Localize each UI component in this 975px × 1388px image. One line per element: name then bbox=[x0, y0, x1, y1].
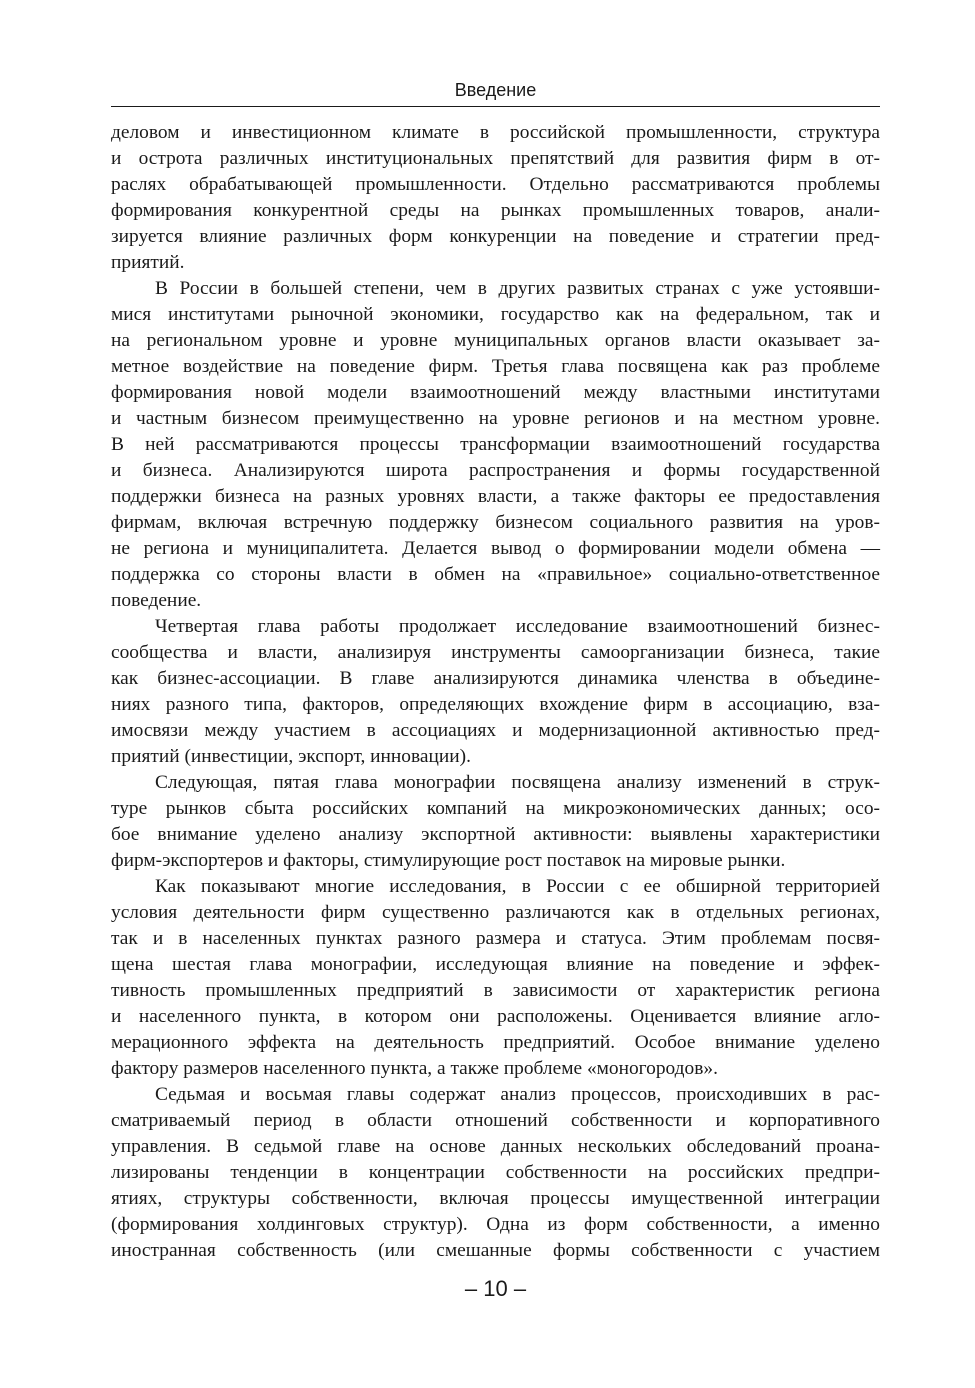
text-line: фактору размеров населенного пункта, а также проблеме «моногородов». bbox=[111, 1058, 718, 1079]
text-line: Как показывают многие исследования, в России с ее обширной территорией bbox=[155, 876, 880, 897]
text-line: формирования новой модели взаимоотношений между властными институтами bbox=[111, 382, 880, 403]
text-line: и населенного пункта, в котором они расположены. Оценивается влияние агло- bbox=[111, 1006, 880, 1027]
text-line: зируется влияние различных форм конкуренции на поведение и стратегии пред- bbox=[111, 226, 880, 247]
text-line: и острота различных институциональных препятствий для развития фирм в от- bbox=[111, 148, 880, 169]
paragraph bbox=[111, 120, 880, 276]
text-line: ниях разного типа, факторов, определяющих вхождение фирм в ассоциацию, вза- bbox=[111, 694, 880, 715]
text-line: метное воздействие на поведение фирм. Третья глава посвящена как раз проблеме bbox=[111, 356, 880, 377]
paragraph bbox=[111, 1082, 880, 1264]
text-line: сообщества и власти, анализируя инструменты самоорганизации бизнеса, такие bbox=[111, 642, 880, 663]
text-line: условия деятельности фирм существенно различаются как в отдельных регионах, bbox=[111, 902, 880, 923]
text-line: фирмам, включая встречную поддержку бизнесом социального развития на уров- bbox=[111, 512, 880, 533]
text-line: на региональном уровне и уровне муниципальных органов власти оказывает за- bbox=[111, 330, 880, 351]
paragraph bbox=[111, 770, 880, 874]
text-line: фирм-экспортеров и факторы, стимулирующие рост поставок на мировые рынки. bbox=[111, 850, 786, 871]
text-line: деловом и инвестиционном климате в российской промышленности, структура bbox=[111, 122, 880, 143]
paragraph bbox=[111, 614, 880, 770]
text-line: имосвязи между участием в ассоциациях и модернизационной активностью пред- bbox=[111, 720, 880, 741]
text-line: Седьмая и восьмая главы содержат анализ процессов, происходивших в рас- bbox=[155, 1084, 880, 1105]
text-line: так и в населенных пунктах разного размера и статуса. Этим проблемам посвя- bbox=[111, 928, 880, 949]
text-line: Следующая, пятая глава монографии посвящена анализу изменений в струк- bbox=[155, 772, 880, 793]
text-line: щена шестая глава монографии, исследующая влияние на поведение и эффек- bbox=[111, 954, 880, 975]
text-line: туре рынков сбыта российских компаний на микроэкономических данных; осо- bbox=[111, 798, 880, 819]
text-line: иностранная собственность (или смешанные формы собственности с участием bbox=[111, 1240, 880, 1261]
text-line: не региона и муниципалитета. Делается вывод о формировании модели обмена — bbox=[111, 538, 880, 559]
text-line: управления. В седьмой главе на основе данных нескольких обследований проана- bbox=[111, 1136, 880, 1157]
text-line: поддержки бизнеса на разных уровнях власти, а также факторы ее предоставления bbox=[111, 486, 880, 507]
text-line: В ней рассматриваются процессы трансформации взаимоотношений государства bbox=[111, 434, 880, 455]
paragraph bbox=[111, 874, 880, 1082]
text-line: приятий (инвестиции, экспорт, инновации). bbox=[111, 746, 471, 767]
text-line: лизированы тенденции в концентрации собственности на российских предпри- bbox=[111, 1162, 880, 1183]
text-line: и бизнеса. Анализируются широта распространения и формы государственной bbox=[111, 460, 880, 481]
text-line: сматриваемый период в области отношений собственности и корпоративного bbox=[111, 1110, 880, 1131]
text-line: поддержка со стороны власти в обмен на «правильное» социально-ответственное bbox=[111, 564, 880, 585]
text-line: формирования конкурентной среды на рынках промышленных товаров, анали- bbox=[111, 200, 880, 221]
running-head: Введение bbox=[454, 80, 537, 100]
header-rule bbox=[111, 106, 880, 107]
page-number: – 10 – bbox=[464, 1276, 527, 1301]
body-text bbox=[111, 120, 880, 1264]
text-line: ятиях, структуры собственности, включая процессы имущественной интеграции bbox=[111, 1188, 880, 1209]
text-line: (формирования холдинговых структур). Одна из форм собственности, а именно bbox=[111, 1214, 880, 1235]
text-line: мерационного эффекта на деятельность предприятий. Особое внимание уделено bbox=[111, 1032, 880, 1053]
text-line: приятий. bbox=[111, 252, 185, 273]
text-line: поведение. bbox=[111, 590, 202, 611]
text-line: и частным бизнесом преимущественно на уровне регионов и на местном уровне. bbox=[111, 408, 880, 429]
text-line: В России в большей степени, чем в других развитых странах с уже устоявши- bbox=[155, 278, 880, 299]
text-line: Четвертая глава работы продолжает исследование взаимоотношений бизнес- bbox=[155, 616, 880, 637]
text-line: бое внимание уделено анализу экспортной активности: выявлены характеристики bbox=[111, 824, 880, 845]
text-line: раслях обрабатывающей промышленности. Отдельно рассматриваются проблемы bbox=[111, 174, 880, 195]
text-line: как бизнес-ассоциации. В главе анализируются динамика членства в объедине- bbox=[111, 668, 880, 689]
paragraph bbox=[111, 276, 880, 614]
text-line: мися институтами рыночной экономики, государство как на федеральном, так и bbox=[111, 304, 880, 325]
text-line: тивность промышленных предприятий в зависимости от характеристик региона bbox=[111, 980, 880, 1001]
